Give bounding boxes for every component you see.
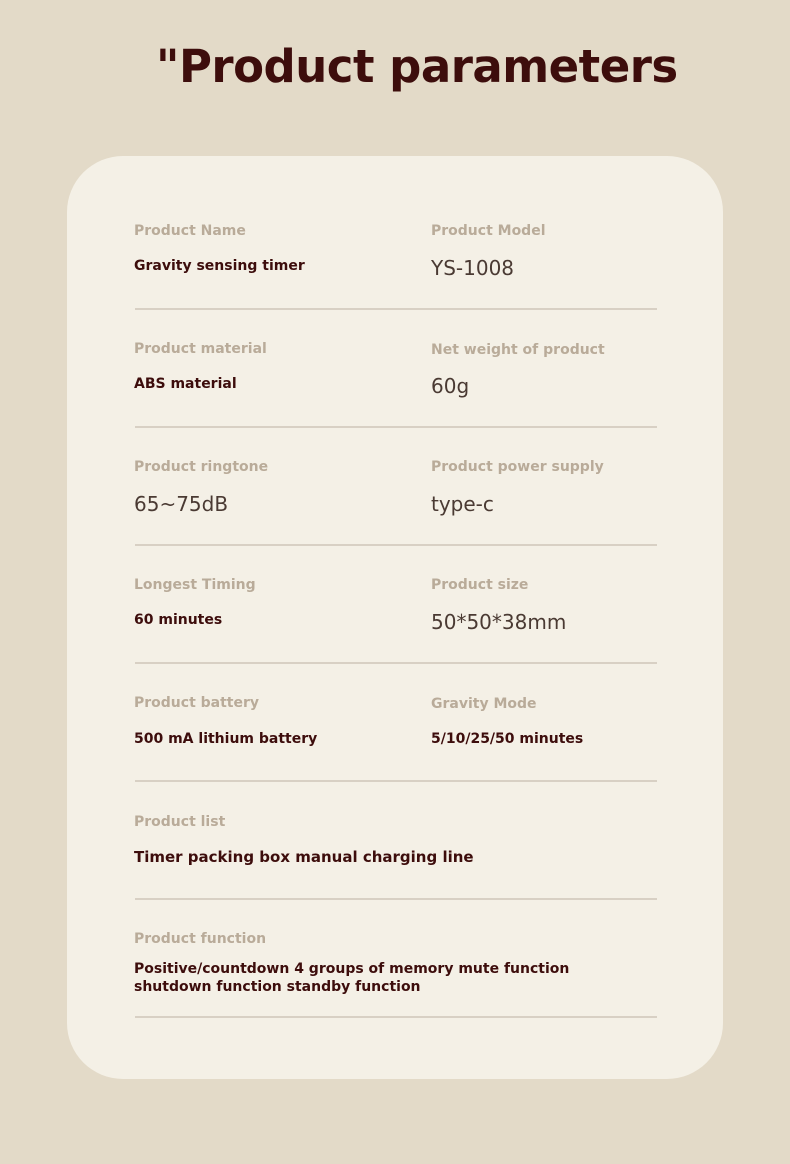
product-model-label: Product Model [431, 223, 546, 239]
product-list-value: Timer packing box manual charging line [134, 848, 474, 866]
product-model-value: YS-1008 [431, 256, 515, 280]
product-function-label: Product function [134, 931, 267, 947]
divider [135, 780, 657, 782]
product-size-label: Product size [431, 577, 529, 593]
parameters-card [67, 156, 723, 1079]
product-battery-value: 500 mA lithium battery [134, 731, 318, 747]
net-weight-label: Net weight of product [431, 342, 605, 358]
product-material-label: Product material [134, 341, 267, 357]
gravity-mode-label: Gravity Mode [431, 696, 537, 712]
divider [135, 308, 657, 310]
product-size-value: 50*50*38mm [431, 610, 567, 634]
divider [135, 1016, 657, 1018]
divider [135, 544, 657, 546]
longest-timing-label: Longest Timing [134, 577, 256, 593]
gravity-mode-value: 5/10/25/50 minutes [431, 731, 584, 747]
product-list-label: Product list [134, 814, 226, 830]
divider [135, 426, 657, 428]
divider [135, 898, 657, 900]
power-supply-label: Product power supply [431, 459, 604, 475]
page-title: "Product parameters [156, 40, 678, 93]
product-ringtone-label: Product ringtone [134, 459, 269, 475]
divider [135, 662, 657, 664]
product-function-value: Positive/countdown 4 groups of memory mute function shutdown function standby function [134, 961, 570, 995]
product-ringtone-value: 65~75dB [134, 492, 229, 516]
product-name-value: Gravity sensing timer [134, 258, 305, 274]
product-material-value: ABS material [134, 376, 237, 392]
net-weight-value: 60g [431, 374, 470, 398]
product-battery-label: Product battery [134, 695, 260, 711]
product-name-label: Product Name [134, 223, 246, 239]
power-supply-value: type-c [431, 492, 494, 516]
longest-timing-value: 60 minutes [134, 612, 223, 628]
